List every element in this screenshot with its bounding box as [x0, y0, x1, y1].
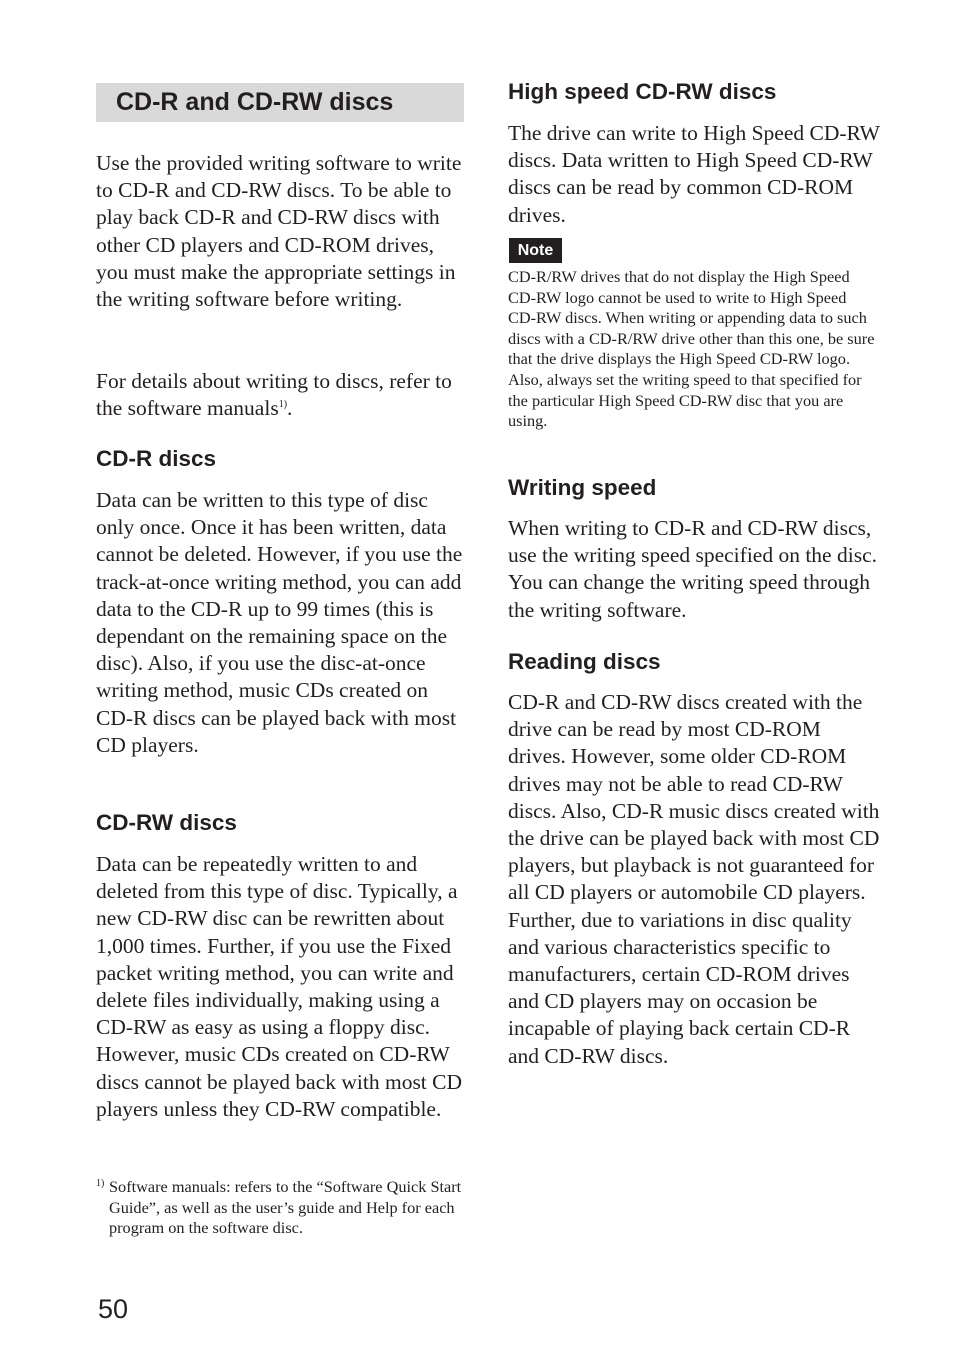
software-manuals-paragraph	[96, 368, 468, 422]
footnote-text: Software manuals: refers to the “Software Quick Start Guide”, as well as the user’s guide and Help for each program on the software disc.	[109, 1177, 462, 1238]
cdr-paragraph: Data can be written to this type of disc only once. Once it has been written, data cannot be deleted. However, if you use the track-at-once writing method, you can add data to the CD-R up to 99 times (this is dependant on the remaining space on the disc). Also, if you use the disc-at-once writing method, music CDs created on CD-R discs can be played back with most CD players.	[96, 488, 463, 757]
writing-speed-heading: Writing speed	[508, 475, 657, 500]
note-badge: Note	[509, 238, 562, 263]
software-manuals-text: For details about writing to discs, refer to the software manuals	[96, 369, 452, 421]
reading-discs-paragraph: CD-R and CD-RW discs created with the drive can be read by most CD-ROM drives. However, some older CD-ROM drives may not be able to read CD-RW discs. Also, CD-R music discs created with the drive can be played back with most CD players, but playback is not guaranteed for all CD players or automobile CD players. Further, due to variations in disc quality and various characteristics specific to manufacturers, certain CD-ROM drives and CD players may on occasion be incapable of playing back certain CD-R and CD-RW discs.	[508, 690, 880, 1068]
footnote-mark: 1)	[96, 1178, 105, 1189]
footnote	[96, 1177, 468, 1239]
note-text: CD-R/RW drives that do not display the High Speed CD-RW logo cannot be used to write to High Speed CD-RW discs. When writing or appending data to such discs with a CD-R/RW drive other than this one, be sure that the drive displays the High Speed CD-RW logo. Also, always set the writing speed to that specified for the particular High Speed CD-RW disc that you are using.	[508, 267, 875, 431]
writing-speed-paragraph: When writing to CD-R and CD-RW discs, use the writing speed specified on the disc. You can change the writing speed through the writing software.	[508, 516, 877, 622]
cdrw-heading: CD-RW discs	[96, 810, 237, 835]
intro-paragraph: Use the provided writing software to write to CD-R and CD-RW discs. To be able to play back CD-R and CD-RW discs with other CD players and CD-ROM drives, you must make the appropriate settings in the writing software before writing.	[96, 151, 462, 312]
high-speed-paragraph: The drive can write to High Speed CD-RW discs. Data written to High Speed CD-RW discs can be read by common CD-ROM drives.	[508, 121, 880, 227]
reading-discs-heading: Reading discs	[508, 649, 661, 674]
cdrw-paragraph: Data can be repeatedly written to and deleted from this type of disc. Typically, a new CD-RW disc can be rewritten about 1,000 times. Further, if you use the Fixed packet writing method, you can write and delete files individually, making using a CD-RW as easy as using a floppy disc. However, music CDs created on CD-RW discs cannot be played back with most CD players unless they CD-RW compatible.	[96, 852, 463, 1121]
page-title: CD-R and CD-RW discs	[96, 83, 464, 122]
high-speed-heading: High speed CD-RW discs	[508, 79, 777, 104]
page-number: 50	[98, 1294, 129, 1324]
cdr-heading: CD-R discs	[96, 446, 217, 471]
software-manuals-period: .	[287, 396, 293, 421]
footnote-reference: 1)	[278, 399, 288, 411]
